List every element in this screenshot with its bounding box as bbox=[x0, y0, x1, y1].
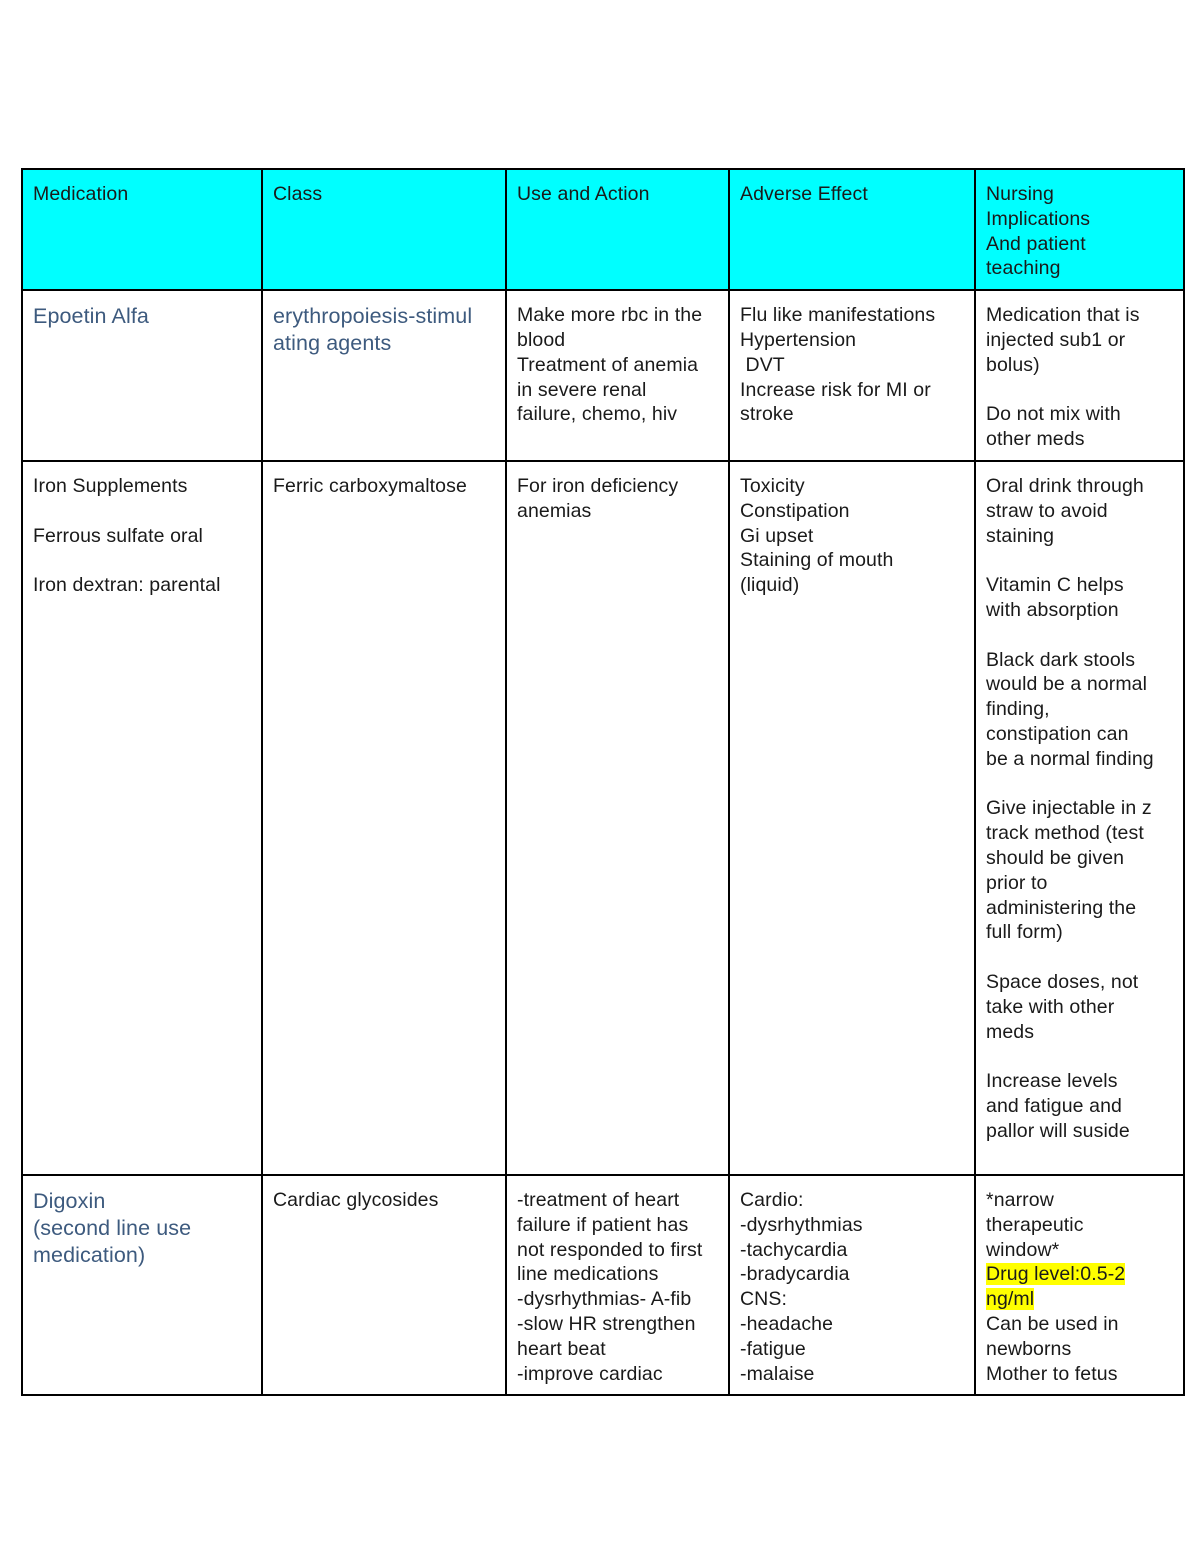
cell-line: (liquid) bbox=[740, 574, 800, 597]
cell-line: Increase risk for MI or bbox=[740, 378, 931, 401]
header-nursing-line: And patient bbox=[986, 232, 1086, 255]
cell-line: Oral drink through bbox=[986, 474, 1144, 497]
cell-use-action bbox=[506, 461, 729, 1175]
cell-line: -dysrhythmias- A-fib bbox=[517, 1288, 692, 1311]
cell-line: medication) bbox=[33, 1242, 146, 1267]
cell-line: should be given bbox=[986, 846, 1125, 869]
table-row bbox=[22, 290, 1184, 461]
cell-line: -headache bbox=[740, 1312, 834, 1335]
header-nursing-line: teaching bbox=[986, 257, 1061, 280]
cell-line: Make more rbc in the bbox=[517, 304, 703, 327]
header-row bbox=[22, 169, 1184, 290]
cell-line: finding, bbox=[986, 698, 1050, 721]
cell-line: For iron deficiency bbox=[517, 474, 679, 497]
header-adverse-effect: Adverse Effect bbox=[729, 169, 975, 290]
cell-line: -malaise bbox=[740, 1362, 815, 1385]
cell-class bbox=[262, 461, 506, 1175]
cell-line: -slow HR strengthen bbox=[517, 1312, 696, 1335]
cell-nursing bbox=[975, 290, 1184, 461]
cell-line: in severe renal bbox=[517, 378, 647, 401]
cell-line: Do not mix with bbox=[986, 403, 1121, 426]
header-class: Class bbox=[262, 169, 506, 290]
header-nursing-line: Implications bbox=[986, 207, 1091, 230]
cell-line: Hypertension bbox=[740, 328, 857, 351]
cell-line: Epoetin Alfa bbox=[33, 304, 149, 329]
table-row bbox=[22, 1175, 1184, 1395]
cell-line: Staining of mouth bbox=[740, 549, 894, 572]
cell-medication bbox=[22, 1175, 262, 1395]
cell-line: -treatment of heart bbox=[517, 1188, 680, 1211]
cell-line: full form) bbox=[986, 921, 1063, 944]
nursing-post bbox=[986, 1312, 1175, 1386]
cell-class bbox=[262, 290, 506, 461]
cell-line: -fatigue bbox=[740, 1337, 806, 1360]
table-row bbox=[22, 461, 1184, 1175]
cell-line: meds bbox=[986, 1020, 1035, 1043]
cell-line: not responded to first bbox=[517, 1238, 703, 1261]
cell-line: Toxicity bbox=[740, 474, 805, 497]
blank-line bbox=[986, 378, 1175, 403]
cell-line: bolus) bbox=[986, 353, 1040, 376]
cell-line: ating agents bbox=[273, 331, 392, 356]
cell-line: -improve cardiac bbox=[517, 1362, 663, 1385]
cell-line: Iron dextran: parental bbox=[33, 574, 221, 597]
medication-table bbox=[21, 168, 1185, 1396]
cell-line: therapeutic bbox=[986, 1213, 1084, 1236]
cell-line: Give injectable in z bbox=[986, 797, 1152, 820]
header-nursing bbox=[975, 169, 1184, 290]
cell-line: (second line use bbox=[33, 1215, 192, 1240]
cell-line: *narrow bbox=[986, 1188, 1054, 1211]
cell-line: pallor will suside bbox=[986, 1119, 1130, 1142]
cell-line: Ferrous sulfate oral bbox=[33, 524, 203, 547]
cell-line: be a normal finding bbox=[986, 747, 1154, 770]
cell-line: CNS: bbox=[740, 1288, 787, 1311]
cell-line: Treatment of anemia bbox=[517, 353, 699, 376]
cell-line: injected sub1 or bbox=[986, 328, 1126, 351]
cell-line: erythropoiesis-stimul bbox=[273, 304, 473, 329]
cell-line: other meds bbox=[986, 428, 1085, 451]
cell-line: Constipation bbox=[740, 499, 850, 522]
cell-line: failure, chemo, hiv bbox=[517, 403, 678, 426]
drug-level-highlight bbox=[986, 1262, 1175, 1312]
cell-nursing bbox=[975, 461, 1184, 1175]
blank-line bbox=[33, 499, 253, 524]
blank-line bbox=[986, 945, 1175, 970]
blank-line bbox=[33, 548, 253, 573]
cell-adverse-effect bbox=[729, 290, 975, 461]
cell-line: straw to avoid bbox=[986, 499, 1108, 522]
cell-line: Increase levels bbox=[986, 1070, 1118, 1093]
cell-adverse-effect bbox=[729, 461, 975, 1175]
cell-line: stroke bbox=[740, 403, 794, 426]
cell-line: anemias bbox=[517, 499, 592, 522]
cell-line: track method (test bbox=[986, 822, 1144, 845]
cell-line: heart beat bbox=[517, 1337, 606, 1360]
blank-line bbox=[986, 548, 1175, 573]
blank-line bbox=[986, 623, 1175, 648]
cell-line: blood bbox=[517, 328, 566, 351]
cell-line: Flu like manifestations bbox=[740, 304, 936, 327]
cell-line: prior to bbox=[986, 871, 1048, 894]
blank-line bbox=[986, 1044, 1175, 1069]
cell-use-action bbox=[506, 290, 729, 461]
cell-medication bbox=[22, 461, 262, 1175]
cell-use-action bbox=[506, 1175, 729, 1395]
cell-line: Iron Supplements bbox=[33, 474, 188, 497]
cell-line: Space doses, not bbox=[986, 970, 1139, 993]
cell-line: Cardio: bbox=[740, 1188, 804, 1211]
cell-line: Gi upset bbox=[740, 524, 814, 547]
nursing-pre bbox=[986, 1188, 1175, 1262]
cell-line: window* bbox=[986, 1238, 1060, 1261]
cell-line bbox=[986, 1287, 1175, 1312]
cell-line: Medication that is bbox=[986, 304, 1140, 327]
cell-line: staining bbox=[986, 524, 1055, 547]
cell-line: would be a normal bbox=[986, 673, 1148, 696]
cell-line: Cardiac glycosides bbox=[273, 1188, 439, 1211]
cell-line: Ferric carboxymaltose bbox=[273, 474, 467, 497]
cell-line: Black dark stools bbox=[986, 648, 1136, 671]
cell-line: Can be used in bbox=[986, 1312, 1119, 1335]
cell-line: constipation can bbox=[986, 722, 1129, 745]
header-nursing-line: Nursing bbox=[986, 183, 1054, 205]
blank-line bbox=[986, 772, 1175, 797]
header-use-action: Use and Action bbox=[506, 169, 729, 290]
cell-line: Digoxin bbox=[33, 1188, 106, 1213]
cell-nursing bbox=[975, 1175, 1184, 1395]
highlighted-text: ng/ml bbox=[986, 1288, 1035, 1311]
header-medication: Medication bbox=[22, 169, 262, 290]
cell-line: Vitamin C helps bbox=[986, 574, 1124, 597]
cell-class bbox=[262, 1175, 506, 1395]
cell-line: and fatigue and bbox=[986, 1094, 1122, 1117]
cell-line: -tachycardia bbox=[740, 1238, 848, 1261]
cell-line: take with other bbox=[986, 995, 1115, 1018]
cell-line: Mother to fetus bbox=[986, 1362, 1118, 1385]
cell-line bbox=[986, 1262, 1175, 1287]
cell-line: with absorption bbox=[986, 598, 1119, 621]
cell-line: newborns bbox=[986, 1337, 1072, 1360]
cell-medication bbox=[22, 290, 262, 461]
cell-adverse-effect bbox=[729, 1175, 975, 1395]
cell-line: -bradycardia bbox=[740, 1263, 850, 1286]
cell-line: DVT bbox=[740, 353, 785, 376]
cell-line: -dysrhythmias bbox=[740, 1213, 863, 1236]
highlighted-text: Drug level:0.5-2 bbox=[986, 1263, 1126, 1286]
cell-line: administering the bbox=[986, 896, 1137, 919]
cell-line: failure if patient has bbox=[517, 1213, 689, 1236]
cell-line: line medications bbox=[517, 1263, 659, 1286]
